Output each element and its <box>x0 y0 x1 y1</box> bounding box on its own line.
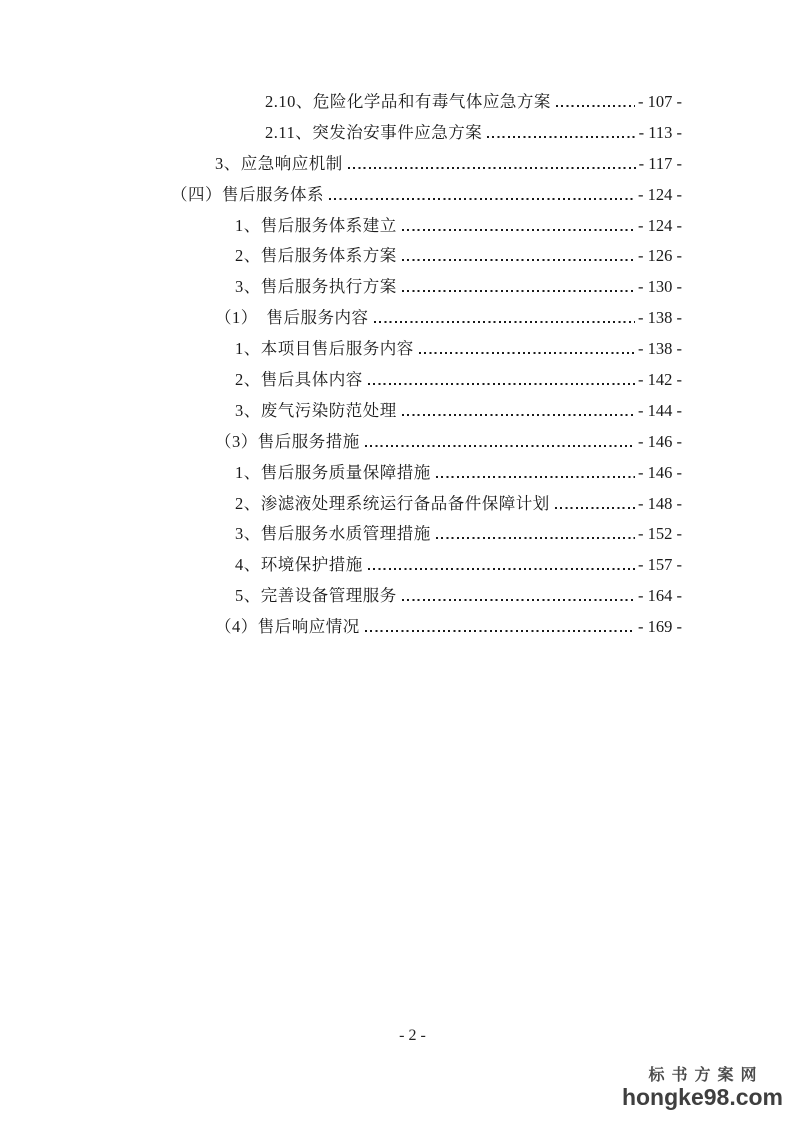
toc-entry-label: 3、应急响应机制 <box>215 153 343 173</box>
toc-entry-label: （1） 售后服务内容 <box>215 308 369 328</box>
toc-dot-leader <box>402 599 635 601</box>
toc-entry[interactable] <box>171 150 682 181</box>
toc-entry-page: - 169 - <box>638 617 682 637</box>
toc-entry-label: （四）售后服务体系 <box>171 184 324 204</box>
toc-dot-leader <box>374 321 636 323</box>
toc-dot-leader <box>436 476 635 478</box>
toc-entry-label: 2、渗滤液处理系统运行备品备件保障计划 <box>235 493 550 513</box>
page-number-footer <box>0 1027 793 1045</box>
toc-entry-page: - 113 - <box>638 122 682 142</box>
toc-entry[interactable] <box>171 181 682 212</box>
toc-entry-label: 2.11、突发治安事件应急方案 <box>265 122 483 142</box>
toc-entry-page: - 152 - <box>638 524 682 544</box>
toc-entry-page: - 124 - <box>638 184 682 204</box>
toc-entry-label: 5、完善设备管理服务 <box>235 586 397 606</box>
toc-entry-label: 1、售后服务体系建立 <box>235 215 397 235</box>
toc-entry[interactable] <box>171 490 682 521</box>
toc-dot-leader <box>419 352 635 354</box>
toc-dot-leader <box>348 167 636 169</box>
toc-entry-page: - 148 - <box>638 493 682 513</box>
toc-entry[interactable] <box>171 304 682 335</box>
toc-entry[interactable] <box>171 520 682 551</box>
toc-entry-page: - 157 - <box>638 555 682 575</box>
toc-entry-page: - 130 - <box>638 277 682 297</box>
toc-entry[interactable] <box>171 613 682 644</box>
toc-entry-page: - 164 - <box>638 586 682 606</box>
toc-dot-leader <box>368 383 635 385</box>
toc-dot-leader <box>555 507 635 509</box>
toc-entry-label: 3、售后服务水质管理措施 <box>235 524 431 544</box>
toc-entry-label: （4）售后响应情况 <box>215 617 360 637</box>
toc-entry-label: 3、售后服务执行方案 <box>235 277 397 297</box>
toc-entry-page: - 142 - <box>638 370 682 390</box>
toc-entry-label: （3）售后服务措施 <box>215 431 360 451</box>
toc-entry-label: 2.10、危险化学品和有毒气体应急方案 <box>265 92 551 111</box>
toc-dot-leader <box>365 445 635 447</box>
toc-entry-label: 1、本项目售后服务内容 <box>235 339 414 359</box>
toc-dot-leader <box>365 630 635 632</box>
watermark-site-name: 标书方案网 <box>648 1067 764 1085</box>
toc-entry-page: - 117 - <box>638 153 682 173</box>
toc-entry-label: 3、废气污染防范处理 <box>235 400 397 420</box>
toc-entry-page: - 144 - <box>638 400 682 420</box>
toc-dot-leader <box>436 537 635 539</box>
toc-entry-page: - 138 - <box>638 308 682 328</box>
toc-entry-page: - 124 - <box>638 215 682 235</box>
toc-dot-leader <box>556 105 635 107</box>
toc-entry-page: - 146 - <box>638 431 682 451</box>
toc-entry-label: 2、售后服务体系方案 <box>235 246 397 266</box>
toc-entry[interactable] <box>171 428 682 459</box>
toc-dot-leader <box>402 414 635 416</box>
toc-entry[interactable] <box>171 212 682 243</box>
toc-entry-page: - 138 - <box>638 339 682 359</box>
toc-dot-leader <box>368 568 635 570</box>
toc-entry[interactable] <box>171 459 682 490</box>
site-watermark <box>622 1068 783 1109</box>
toc-entry-label: 1、售后服务质量保障措施 <box>235 462 431 482</box>
toc-entry[interactable] <box>171 335 682 366</box>
toc-entry[interactable] <box>171 366 682 397</box>
toc-entry[interactable] <box>171 242 682 273</box>
toc-entry-page: - 107 - <box>638 92 682 111</box>
toc-dot-leader <box>402 259 635 261</box>
toc-entry[interactable] <box>171 88 682 119</box>
page-number-label: - 2 - <box>399 1027 426 1044</box>
table-of-contents <box>171 88 682 644</box>
watermark-site-domain: hongke98.com <box>621 1083 783 1110</box>
toc-entry[interactable] <box>171 582 682 613</box>
toc-entry[interactable] <box>171 119 682 150</box>
toc-dot-leader <box>329 198 635 200</box>
toc-entry-label: 2、售后具体内容 <box>235 370 363 390</box>
toc-dot-leader <box>402 290 635 292</box>
toc-entry[interactable] <box>171 397 682 428</box>
toc-entry[interactable] <box>171 273 682 304</box>
toc-dot-leader <box>487 136 635 138</box>
toc-entry-label: 4、环境保护措施 <box>235 555 363 575</box>
toc-entry-page: - 146 - <box>638 462 682 482</box>
toc-entry-page: - 126 - <box>638 246 682 266</box>
toc-entry[interactable] <box>171 551 682 582</box>
toc-dot-leader <box>402 229 635 231</box>
